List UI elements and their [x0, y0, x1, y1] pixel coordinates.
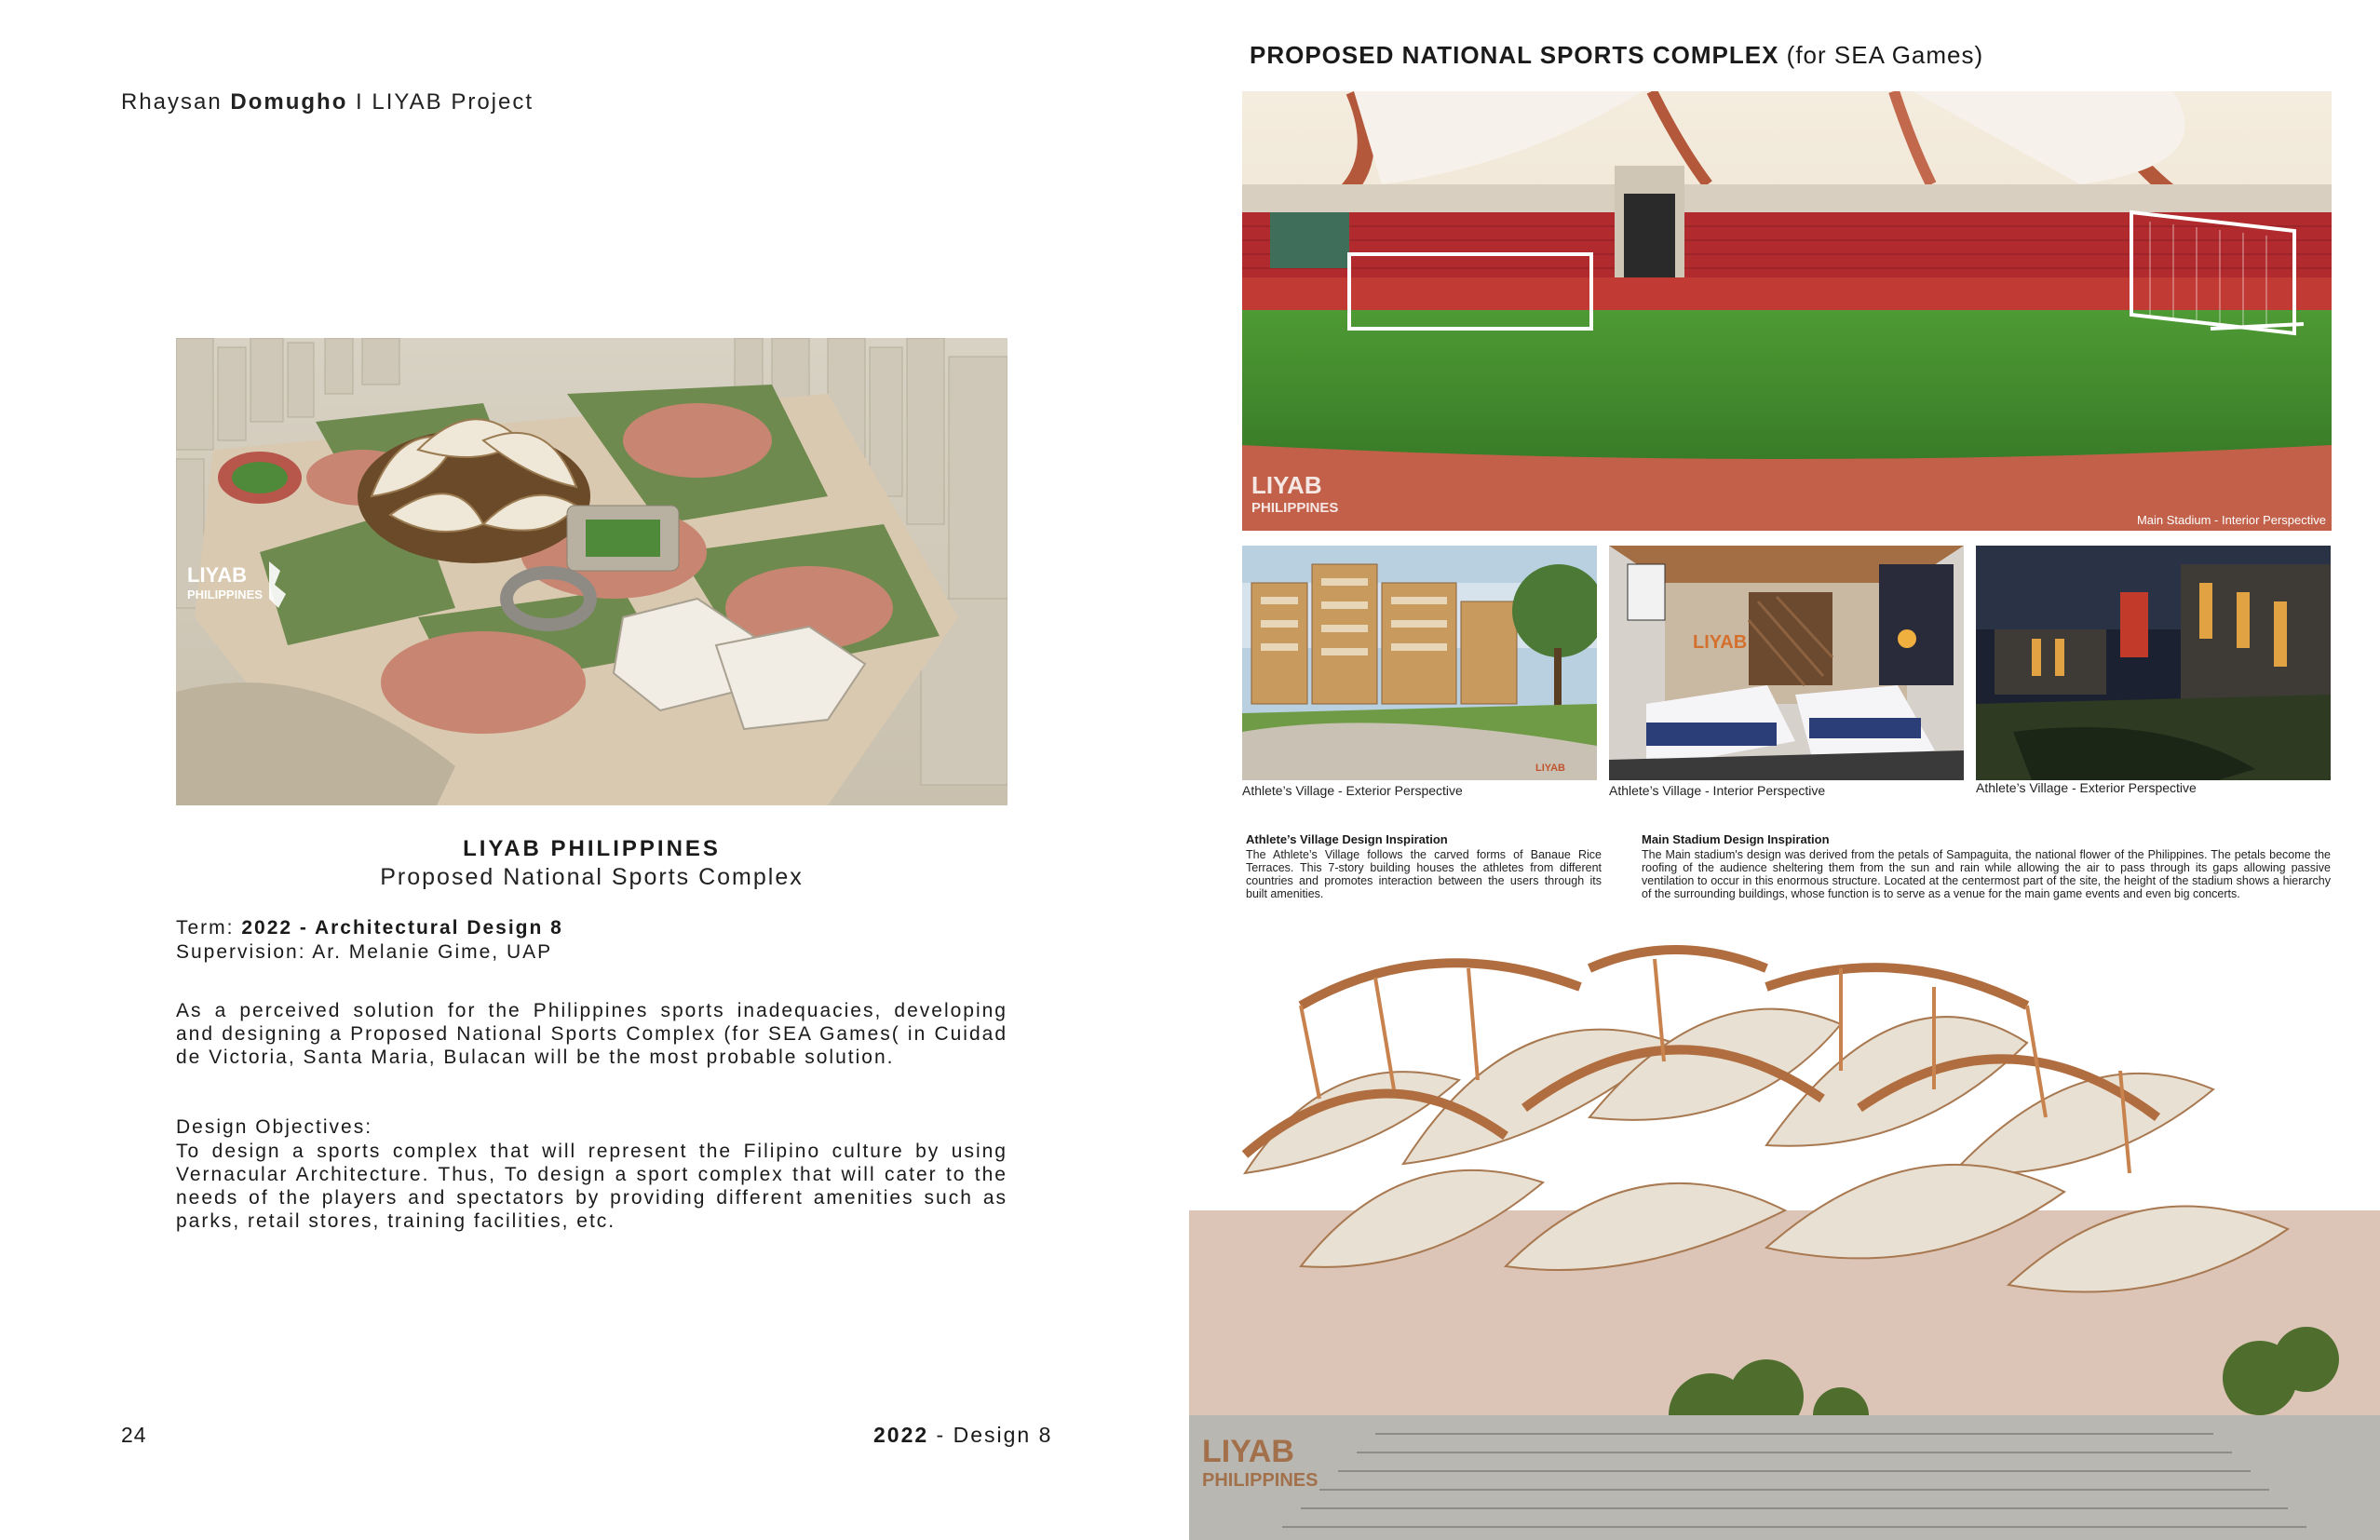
village-interior-render [1609, 546, 1964, 780]
village-exterior-render-2 [1976, 546, 2331, 780]
stadium-exterior-illustration [1189, 931, 2380, 1540]
exterior-logo-text-2: PHILIPPINES [1202, 1470, 1318, 1491]
right-page-title: PROPOSED NATIONAL SPORTS COMPLEX (for SEA Games) [1250, 41, 1984, 69]
aerial-logo-text-1: LIYAB [187, 563, 247, 587]
stadium-caption: Main Stadium - Interior Perspective [2136, 513, 2326, 527]
village-interior-illustration [1609, 546, 1964, 780]
thumb-caption-2: Athlete’s Village - Interior Perspective [1609, 783, 1826, 798]
village-exterior-logo-text: LIYAB [1535, 763, 1565, 774]
project-subtitle: Proposed National Sports Complex [380, 864, 804, 890]
page-footer: 2022 - Design 8 [873, 1423, 1053, 1447]
aerial-render-illustration [176, 338, 1007, 805]
village-interior-logo-text: LIYAB [1693, 632, 1748, 653]
stadium-inspiration-text: The Main stadium's design was derived from the petals of Sampaguita, the national flower of the Philippines. The petals become the roofing of the audience sheltering them from the sun and rain while allowing the air to pass through its gaps allowing passive ventilation to occur in this enormous structure. Located at the centermost part of the site, the height of the stadium shows a hierarchy of the surrounding buildings, whose function is to serve as a venue for the main game events and even big concerts. [1642, 848, 2331, 900]
thumb-caption-1: Athlete’s Village - Exterior Perspective [1242, 783, 1463, 798]
stadium-inspiration-heading: Main Stadium Design Inspiration [1642, 832, 1830, 846]
stadium-interior-render [1242, 91, 2332, 531]
stadium-interior-illustration [1242, 91, 2332, 531]
page-number: 24 [121, 1423, 147, 1447]
aerial-render [176, 338, 1007, 805]
stadium-logo-text-2: PHILIPPINES [1251, 500, 1339, 516]
village-inspiration-text: The Athlete’s Village follows the carved forms of Banaue Rice Terraces. This 7-story building houses the athletes from different countries and promotes interaction between the users through its built amenities. [1246, 848, 1602, 900]
project-title: LIYAB PHILIPPINES [463, 836, 721, 861]
project-description: As a perceived solution for the Philippines sports inadequacies, developing and designing a Proposed National Sports Complex (for SEA Games( in Cuidad de Victoria, Santa Maria, Bulacan will be the most probable solution. [176, 1000, 1007, 1068]
objectives-text: To design a sports complex that will represent the Filipino culture by using Vernacular Architecture. Thus, To design a sport complex that will cater to the needs of the players and spectators by providing different amenities such as parks, retail stores, training facilities, etc. [176, 1141, 1007, 1232]
term-line: Term: 2022 - Architectural Design 8 [176, 917, 563, 939]
stadium-exterior-render [1189, 931, 2380, 1540]
village-exterior-render-1 [1242, 546, 1597, 780]
aerial-logo-text-2: PHILIPPINES [187, 588, 263, 601]
village-inspiration-heading: Athlete’s Village Design Inspiration [1246, 832, 1448, 846]
village-exterior-illustration-2 [1976, 546, 2331, 780]
village-exterior-illustration-1 [1242, 546, 1597, 780]
page-header: Rhaysan Domugho I LIYAB Project [121, 89, 534, 115]
objectives-heading: Design Objectives: [176, 1116, 373, 1138]
stadium-logo-text-1: LIYAB [1251, 471, 1322, 499]
thumb-caption-3: Athlete’s Village - Exterior Perspective [1976, 780, 2197, 795]
exterior-logo-text-1: LIYAB [1202, 1434, 1294, 1469]
supervision-line: Supervision: Ar. Melanie Gime, UAP [176, 941, 553, 963]
